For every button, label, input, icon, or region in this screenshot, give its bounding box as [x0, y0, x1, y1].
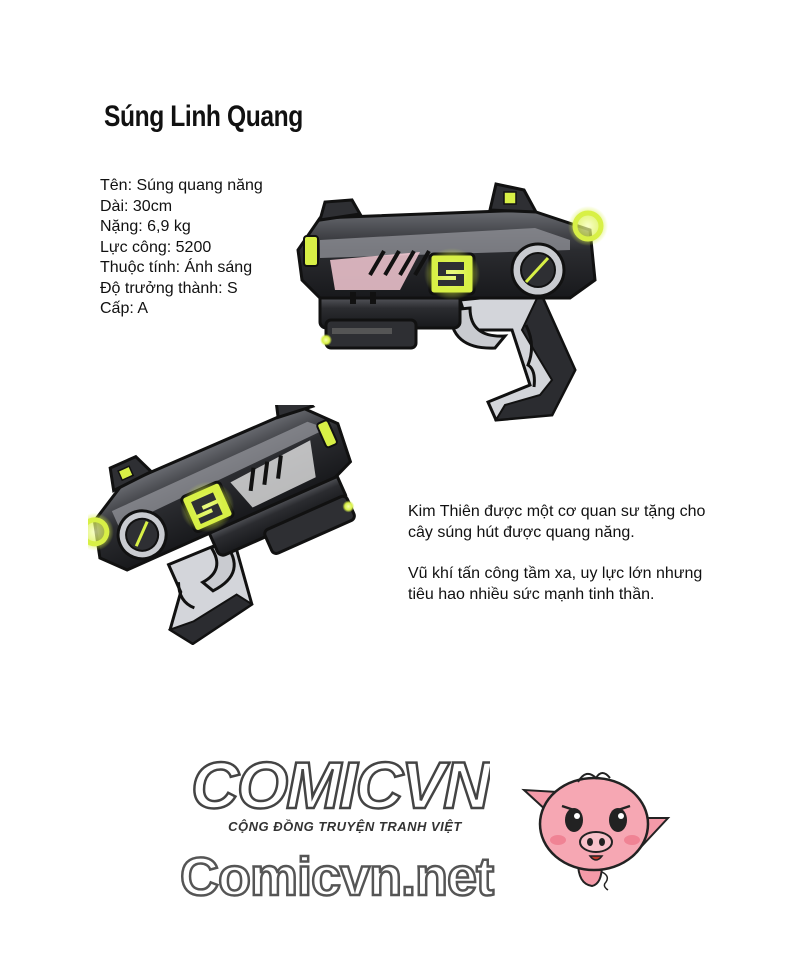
stat-length: Dài: 30cm	[100, 197, 173, 215]
stat-attribute: Thuộc tính: Ánh sáng	[100, 259, 253, 276]
stat-rank: Cấp: A	[100, 300, 149, 317]
description-paragraph: Vũ khí tấn công tầm xa, uy lực lớn nhưng tiêu hao nhiều sức mạnh tinh thần.	[408, 565, 703, 603]
stat-attack: Lực công: 5200	[100, 238, 212, 256]
gun-illustration-right	[290, 180, 620, 430]
logo-text: COMICVN	[191, 748, 489, 818]
stat-maturity: Độ trưởng thành: S	[100, 279, 238, 297]
pig-mascot-icon	[518, 762, 678, 892]
page-title: Súng Linh Quang	[104, 100, 303, 133]
stat-name: Tên: Súng quang năng	[100, 177, 263, 194]
description	[408, 502, 708, 626]
gun-illustration-left	[88, 405, 378, 645]
stat-weight: Nặng: 6,9 kg	[100, 218, 191, 235]
stats-list	[100, 176, 263, 320]
description-paragraph: Kim Thiên được một cơ quan sư tặng cho cây súng hút được quang năng.	[408, 503, 706, 541]
tagline: CỘNG ĐỒNG TRUYỆN TRANH VIỆT	[228, 819, 462, 834]
comicvn-logo	[190, 748, 490, 818]
site-url: Comicvn.net	[180, 847, 494, 907]
